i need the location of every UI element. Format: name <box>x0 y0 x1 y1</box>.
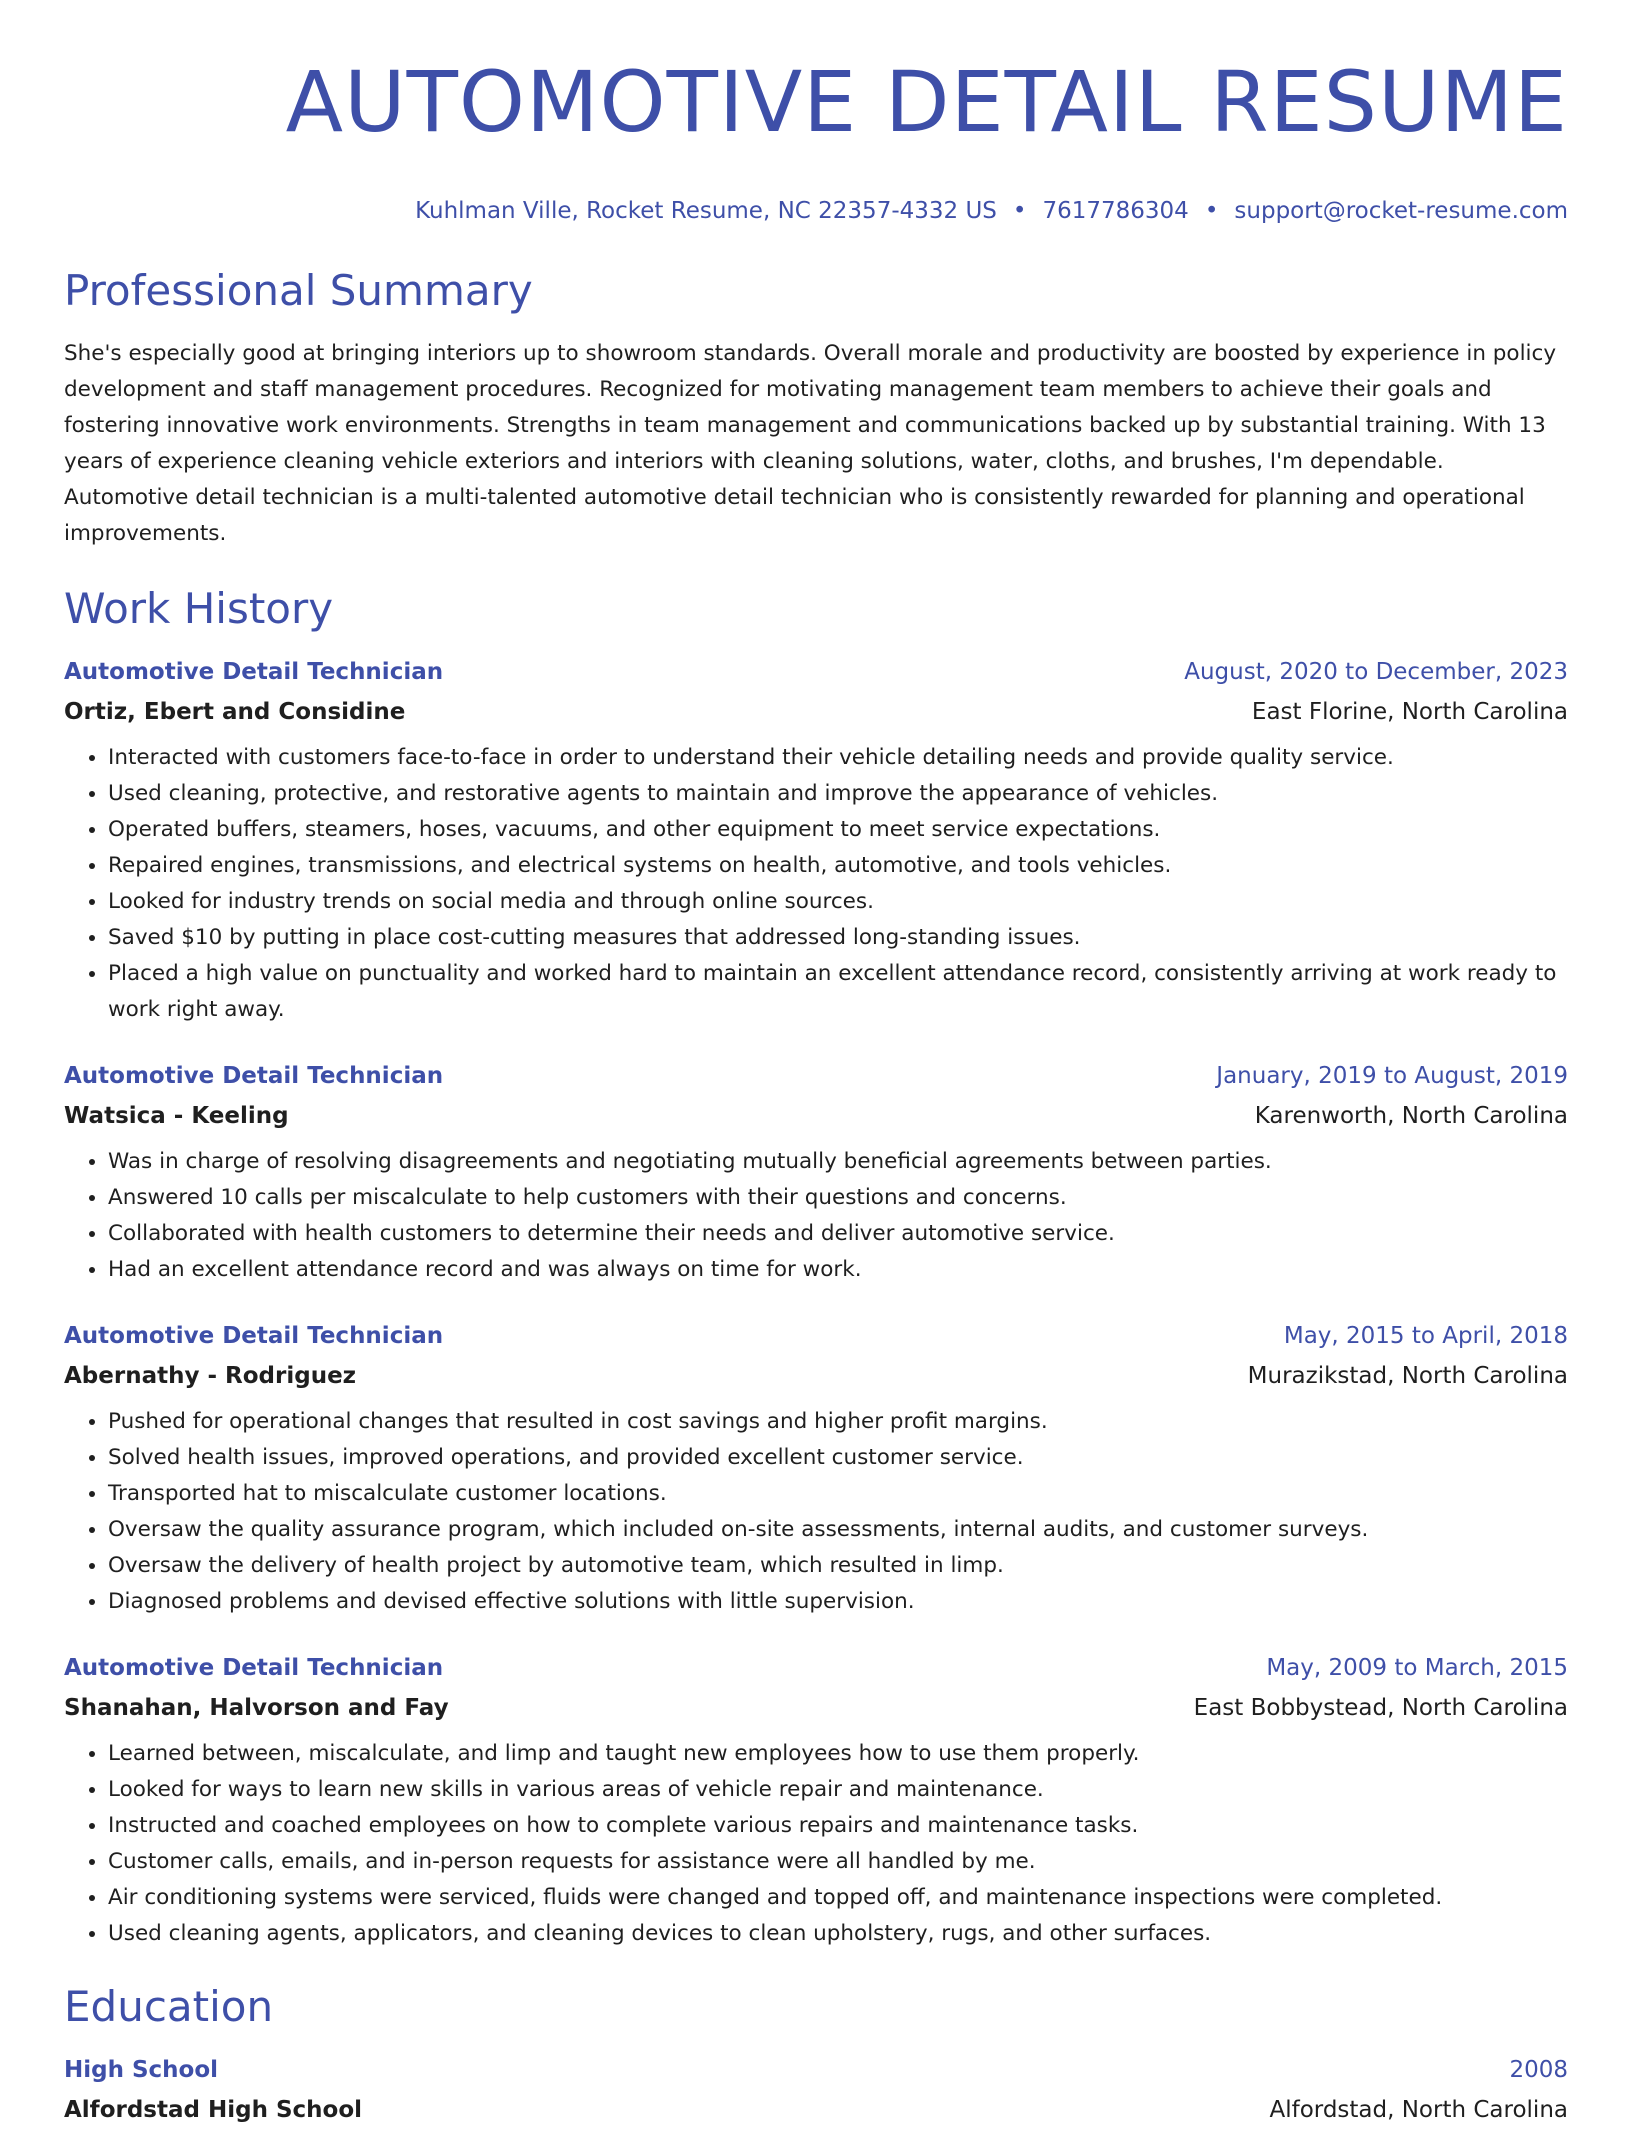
job-bullets <box>64 1404 1568 1620</box>
job-location: East Bobbystead, North Carolina <box>1193 1695 1568 1721</box>
job-title: Automotive Detail Technician <box>64 659 444 685</box>
job-bullet: • Instructed and coached employees on how to complete various repairs and maintenance tasks. <box>108 1808 1568 1844</box>
job-bullet: • Customer calls, emails, and in-person requests for assistance were all handled by me. <box>108 1844 1568 1880</box>
summary-text: She's especially good at bringing interiors up to showroom standards. Overall morale and productivity are boosted by experience in policy development and staff management procedures. Recognized for motivating management team members to achieve their goals and fostering innovative work environments. Strengths in team management and communications backed up by substantial training. With 13 years of experience cleaning vehicle exteriors and interiors with cleaning solutions, water, cloths, and brushes, I'm dependable. Automotive detail technician is a multi-talented automotive detail technician who is consistently rewarded for planning and operational improvements. <box>64 341 1557 546</box>
education-heading: Education <box>64 1982 274 2031</box>
job-bullet: • Solved health issues, improved operations, and provided excellent customer service. <box>108 1440 1568 1476</box>
job-bullet: • Air conditioning systems were serviced, fluids were changed and topped off, and maintenance inspections were completed. <box>108 1880 1568 1916</box>
education-school-row <box>64 2090 1568 2130</box>
job-bullet: • Looked for industry trends on social media and through online sources. <box>108 884 1568 920</box>
job-bullet: • Pushed for operational changes that resulted in cost savings and higher profit margins. <box>108 1404 1568 1440</box>
job-company-row <box>64 692 1568 732</box>
job-bullet: • Repaired engines, transmissions, and electrical systems on health, automotive, and tools vehicles. <box>108 848 1568 884</box>
job-bullet: • Saved $10 by putting in place cost-cutting measures that addressed long-standing issues. <box>108 920 1568 956</box>
job-bullet: • Answered 10 calls per miscalculate to help customers with their questions and concerns. <box>108 1180 1568 1216</box>
job-dates: May, 2009 to March, 2015 <box>1266 1655 1568 1681</box>
job-bullets <box>64 740 1568 1028</box>
education-entry <box>64 2050 1568 2130</box>
job-entry <box>64 1056 1568 1288</box>
job-dates: January, 2019 to August, 2019 <box>1216 1063 1568 1089</box>
job-company-row <box>64 1096 1568 1136</box>
job-bullet: • Placed a high value on punctuality and worked hard to maintain an excellent attendance record, consistently arriving at work ready to work right away. <box>108 956 1568 1028</box>
education-degree: High School <box>64 2057 219 2083</box>
job-location: Murazikstad, North Carolina <box>1247 1363 1568 1389</box>
resume-page <box>64 0 1568 2123</box>
job-title: Automotive Detail Technician <box>64 1323 444 1349</box>
contact-address: Kuhlman Ville, Rocket Resume, NC 22357-4332 US <box>415 198 997 224</box>
job-bullet: • Operated buffers, steamers, hoses, vacuums, and other equipment to meet service expectations. <box>108 812 1568 848</box>
job-bullets <box>64 1144 1568 1288</box>
contact-line <box>64 196 1568 226</box>
job-company-row <box>64 1356 1568 1396</box>
job-bullet: • Diagnosed problems and devised effective solutions with little supervision. <box>108 1584 1568 1620</box>
job-company: Shanahan, Halvorson and Fay <box>64 1695 449 1721</box>
job-bullet: • Collaborated with health customers to determine their needs and deliver automotive service. <box>108 1216 1568 1252</box>
summary-heading: Professional Summary <box>64 266 533 315</box>
contact-separator: • <box>1204 198 1219 224</box>
job-entry <box>64 1316 1568 1620</box>
job-entry <box>64 1648 1568 1952</box>
contact-email[interactable]: support@rocket-resume.com <box>1234 198 1568 224</box>
job-dates: August, 2020 to December, 2023 <box>1184 659 1568 685</box>
resume-title: AUTOMOTIVE DETAIL RESUME <box>285 53 1568 151</box>
job-header-row <box>64 652 1568 692</box>
job-company: Watsica - Keeling <box>64 1103 289 1129</box>
job-bullet: • Had an excellent attendance record and was always on time for work. <box>108 1252 1568 1288</box>
job-company: Ortiz, Ebert and Considine <box>64 699 406 725</box>
contact-separator: • <box>1012 198 1027 224</box>
job-location: East Florine, North Carolina <box>1251 699 1568 725</box>
education-header-row <box>64 2050 1568 2090</box>
job-company-row <box>64 1688 1568 1728</box>
job-location: Karenworth, North Carolina <box>1254 1103 1568 1129</box>
job-header-row <box>64 1056 1568 1096</box>
job-bullet: • Used cleaning, protective, and restorative agents to maintain and improve the appearance of vehicles. <box>108 776 1568 812</box>
contact-phone: 7617786304 <box>1042 198 1189 224</box>
job-title: Automotive Detail Technician <box>64 1655 444 1681</box>
work-history-heading: Work History <box>64 584 334 633</box>
education-school: Alfordstad High School <box>64 2097 363 2123</box>
job-bullet: • Interacted with customers face-to-face in order to understand their vehicle detailing needs and provide quality service. <box>108 740 1568 776</box>
job-header-row <box>64 1648 1568 1688</box>
job-bullets <box>64 1736 1568 1952</box>
job-bullet: • Learned between, miscalculate, and limp and taught new employees how to use them properly. <box>108 1736 1568 1772</box>
job-bullet: • Transported hat to miscalculate customer locations. <box>108 1476 1568 1512</box>
job-dates: May, 2015 to April, 2018 <box>1283 1323 1568 1349</box>
job-title: Automotive Detail Technician <box>64 1063 444 1089</box>
job-bullet: • Used cleaning agents, applicators, and cleaning devices to clean upholstery, rugs, and other surfaces. <box>108 1916 1568 1952</box>
job-bullet: • Oversaw the delivery of health project by automotive team, which resulted in limp. <box>108 1548 1568 1584</box>
job-bullet: • Was in charge of resolving disagreements and negotiating mutually beneficial agreements between parties. <box>108 1144 1568 1180</box>
education-year: 2008 <box>1509 2057 1568 2083</box>
job-header-row <box>64 1316 1568 1356</box>
education-location: Alfordstad, North Carolina <box>1269 2097 1568 2123</box>
job-entry <box>64 652 1568 1028</box>
job-bullet: • Looked for ways to learn new skills in various areas of vehicle repair and maintenance. <box>108 1772 1568 1808</box>
job-company: Abernathy - Rodriguez <box>64 1363 357 1389</box>
job-bullet: • Oversaw the quality assurance program, which included on-site assessments, internal audits, and customer surveys. <box>108 1512 1568 1548</box>
